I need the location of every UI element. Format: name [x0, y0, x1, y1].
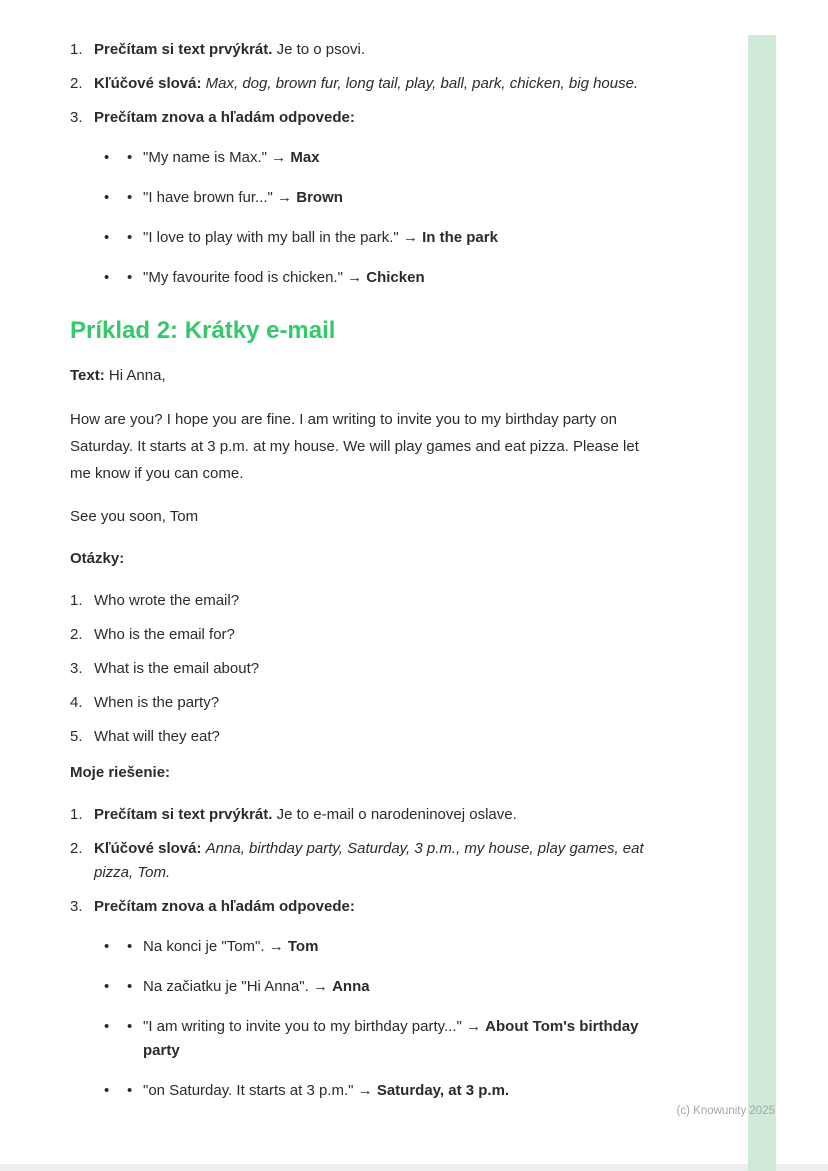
- step-tail: Je to e-mail o narodeninovej oslave.: [276, 806, 517, 823]
- question-item: [70, 691, 646, 715]
- keywords-text: Max, dog, brown fur, long tail, play, ball, park, chicken, big house.: [205, 75, 639, 92]
- bullet-icon: •: [104, 1082, 110, 1099]
- bullet-icon: •: [127, 269, 133, 286]
- list-number: 2.: [70, 840, 83, 857]
- list-item: [70, 837, 646, 885]
- answer-quote: "My favourite food is chicken." →: [143, 269, 363, 286]
- list-number: 2.: [70, 626, 83, 643]
- bullet-icon: •: [104, 978, 110, 995]
- document-content: [70, 38, 646, 1113]
- questions-list: [70, 589, 646, 749]
- answer-item: [104, 146, 646, 170]
- answer-quote: Na konci je "Tom". →: [143, 938, 284, 955]
- answer-quote: "I love to play with my ball in the park." →: [143, 229, 418, 246]
- step-lead: Kľúčové slová:: [94, 75, 202, 92]
- step-lead: Prečítam si text prvýkrát.: [94, 806, 273, 823]
- answer-item: [104, 1015, 646, 1063]
- list-number: 1.: [70, 41, 83, 58]
- answer-value: In the park: [422, 229, 498, 246]
- bullet-icon: •: [104, 189, 110, 206]
- bullet-icon: •: [104, 1018, 110, 1035]
- solution2-answers-list: [104, 935, 646, 1103]
- email-signoff: See you soon, Tom: [70, 508, 199, 525]
- answer-item: [104, 186, 646, 210]
- question-text: Who is the email for?: [94, 626, 235, 643]
- bullet-icon: •: [127, 938, 133, 955]
- copyright-footer: (c) Knowunity 2025: [676, 1105, 775, 1117]
- answer-value: Anna: [332, 978, 370, 995]
- list-item: [70, 38, 646, 62]
- step-lead: Prečítam znova a hľadám odpovede:: [94, 109, 355, 126]
- bullet-icon: •: [104, 149, 110, 166]
- bullet-icon: •: [104, 938, 110, 955]
- answer-value: Tom: [287, 938, 319, 955]
- list-item: [70, 106, 646, 130]
- answer-value: Saturday, at 3 p.m.: [376, 1082, 510, 1099]
- email-body: How are you? I hope you are fine. I am writing to invite you to my birthday party on Saturday. It starts at 3 p.m. at my house. We will play games and eat pizza. Please let me know if you can come.: [70, 411, 639, 482]
- bullet-icon: •: [104, 229, 110, 246]
- list-number: 1.: [70, 806, 83, 823]
- answer-quote: "on Saturday. It starts at 3 p.m." →: [143, 1082, 373, 1099]
- bullet-icon: •: [127, 1082, 133, 1099]
- step-lead: Prečítam znova a hľadám odpovede:: [94, 898, 355, 915]
- question-item: [70, 623, 646, 647]
- questions-label: Otázky:: [70, 550, 125, 567]
- answer-quote: "I am writing to invite you to my birthday party..." →: [143, 1018, 481, 1035]
- answer-value: Max: [290, 149, 320, 166]
- question-item: [70, 589, 646, 613]
- answer-value: About Tom's birthday party: [143, 1018, 639, 1059]
- answer-quote: "My name is Max." →: [143, 149, 287, 166]
- answer-quote: "I have brown fur..." →: [143, 189, 293, 206]
- bullet-icon: •: [127, 189, 133, 206]
- list-number: 3.: [70, 660, 83, 677]
- solution1-steps-list: [70, 38, 646, 130]
- list-item: [70, 72, 646, 96]
- email-intro-line: [70, 364, 646, 388]
- list-number: 1.: [70, 592, 83, 609]
- bullet-icon: •: [104, 269, 110, 286]
- step-lead: Kľúčové slová:: [94, 840, 202, 857]
- question-item: [70, 725, 646, 749]
- answer-value: Chicken: [366, 269, 425, 286]
- list-number: 3.: [70, 898, 83, 915]
- page-margin-stripe: [748, 35, 776, 1171]
- list-item: [70, 803, 646, 827]
- answer-item: [104, 226, 646, 250]
- question-text: What is the email about?: [94, 660, 260, 677]
- keywords-text: Anna, birthday party, Saturday, 3 p.m., my house, play games, eat pizza, Tom.: [94, 840, 644, 881]
- solution2-label: Moje riešenie:: [70, 764, 171, 781]
- question-text: Who wrote the email?: [94, 592, 240, 609]
- answer-item: [104, 975, 646, 999]
- solution2-steps-list: [70, 803, 646, 919]
- list-number: 5.: [70, 728, 83, 745]
- step-lead: Prečítam si text prvýkrát.: [94, 41, 273, 58]
- answer-item: [104, 935, 646, 959]
- bullet-icon: •: [127, 1018, 133, 1035]
- text-label: Text:: [70, 367, 105, 384]
- list-item: [70, 895, 646, 919]
- bullet-icon: •: [127, 149, 133, 166]
- answer-item: [104, 1079, 646, 1103]
- answer-value: Brown: [296, 189, 343, 206]
- list-number: 3.: [70, 109, 83, 126]
- question-item: [70, 657, 646, 681]
- question-text: When is the party?: [94, 694, 220, 711]
- page-bottom-edge: [0, 1164, 828, 1171]
- step-tail: Je to o psovi.: [276, 41, 365, 58]
- answer-item: [104, 266, 646, 290]
- answer-quote: Na začiatku je "Hi Anna". →: [143, 978, 328, 995]
- list-number: 2.: [70, 75, 83, 92]
- bullet-icon: •: [127, 229, 133, 246]
- question-text: What will they eat?: [94, 728, 220, 745]
- solution1-answers-list: [104, 146, 646, 290]
- example2-heading: Príklad 2: Krátky e-mail: [70, 317, 336, 344]
- list-number: 4.: [70, 694, 83, 711]
- text-intro: Hi Anna,: [108, 367, 166, 384]
- bullet-icon: •: [127, 978, 133, 995]
